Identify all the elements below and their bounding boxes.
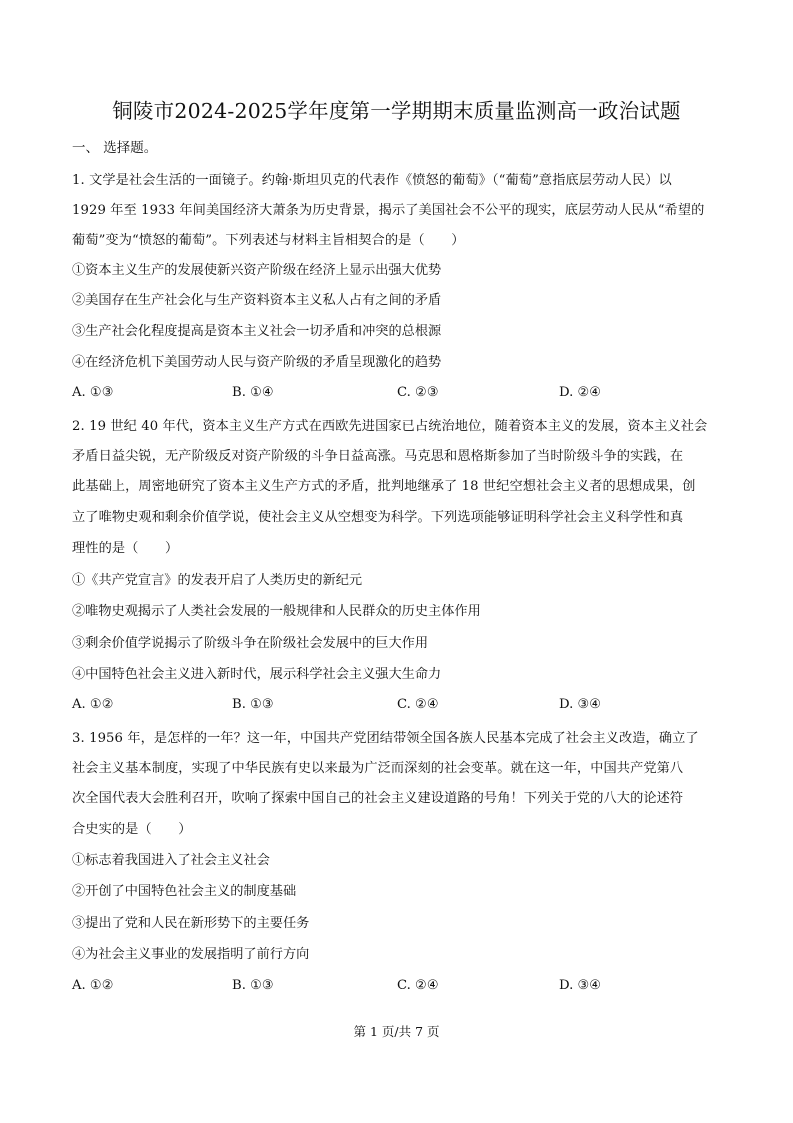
option-c[interactable]: C. ②④: [397, 978, 439, 993]
question-3-statement: ④为社会主义事业的发展指明了前行方向: [72, 947, 310, 962]
option-d[interactable]: D. ②④: [559, 385, 602, 400]
option-b[interactable]: B. ①④: [232, 385, 274, 400]
question-3-statement: ②开创了中国特色社会主义的制度基础: [72, 884, 297, 899]
question-3-stem-line: 次全国代表大会胜利召开，吹响了探索中国自己的社会主义建设道路的号角！下列关于党的八大的论述符: [72, 791, 684, 806]
question-1-stem-line: 1. 文学是社会生活的一面镜子。约翰·斯坦贝克的代表作《愤怒的葡萄》（“葡萄”意指底层劳动人民）以: [72, 173, 672, 188]
option-c[interactable]: C. ②③: [397, 385, 439, 400]
question-2-stem-line: 理性的是（ ）: [72, 541, 179, 556]
option-b[interactable]: B. ①③: [232, 697, 274, 712]
section-heading: 一、 选择题。: [72, 140, 158, 156]
option-c[interactable]: C. ②④: [397, 697, 439, 712]
question-2-statement: ①《共产党宣言》的发表开启了人类历史的新纪元: [72, 573, 363, 588]
question-3-statement: ③提出了党和人民在新形势下的主要任务: [72, 916, 310, 931]
question-1-statement: ④在经济危机下美国劳动人民与资产阶级的矛盾呈现激化的趋势: [72, 355, 442, 370]
question-3-options: [72, 978, 722, 998]
option-a[interactable]: A. ①③: [72, 385, 114, 400]
question-1-statement: ③生产社会化程度提高是资本主义社会一切矛盾和冲突的总根源: [72, 324, 442, 339]
question-3-stem-line: 社会主义基本制度，实现了中华民族有史以来最为广泛而深刻的社会变革。就在这一年，中国共产党第八: [72, 761, 684, 776]
option-a[interactable]: A. ①②: [72, 978, 114, 993]
question-1-options: [72, 385, 722, 405]
question-2-stem-line: 矛盾日益尖锐，无产阶级反对资产阶级的斗争日益高涨。马克思和恩格斯参加了当时阶级斗争的实践，在: [72, 449, 684, 464]
question-1-statement: ①资本主义生产的发展使新兴资产阶级在经济上显示出强大优势: [72, 263, 442, 278]
option-d[interactable]: D. ③④: [559, 978, 602, 993]
question-2-options: [72, 697, 722, 717]
question-2-stem-line: 2. 19 世纪 40 年代，资本主义生产方式在西欧先进国家已占统治地位，随着资本主义的发展，资本主义社会: [72, 419, 708, 434]
page-title: 铜陵市2024-2025学年度第一学期期末质量监测高一政治试题: [112, 99, 681, 123]
question-3-stem-line: 3. 1956 年，是怎样的一年？这一年，中国共产党团结带领全国各族人民基本完成了社会主义改造，确立了: [72, 731, 699, 746]
question-2-statement: ②唯物史观揭示了人类社会发展的一般规律和人民群众的历史主体作用: [72, 604, 481, 619]
option-a[interactable]: A. ①②: [72, 697, 114, 712]
question-3-stem-line: 合史实的是（ ）: [72, 822, 192, 837]
question-2-statement: ③剩余价值学说揭示了阶级斗争在阶级社会发展中的巨大作用: [72, 636, 429, 651]
page-footer: 第 1 页/共 7 页: [353, 1024, 440, 1039]
option-d[interactable]: D. ③④: [559, 697, 602, 712]
question-1-stem-line: 葡萄”变为“愤怒的葡萄”。下列表述与材料主旨相契合的是（ ）: [72, 233, 465, 248]
question-2-statement: ④中国特色社会主义进入新时代，展示科学社会主义强大生命力: [72, 667, 442, 682]
question-3-statement: ①标志着我国进入了社会主义社会: [72, 853, 270, 868]
question-1-statement: ②美国存在生产社会化与生产资料资本主义私人占有之间的矛盾: [72, 293, 442, 308]
question-1-stem-line: 1929 年至 1933 年间美国经济大萧条为历史背景，揭示了美国社会不公平的现实，底层劳动人民从“希望的: [72, 203, 705, 218]
option-b[interactable]: B. ①③: [232, 978, 274, 993]
question-2-stem-line: 立了唯物史观和剩余价值学说，使社会主义从空想变为科学。下列选项能够证明科学社会主义科学性和真: [72, 510, 684, 525]
question-2-stem-line: 此基础上，周密地研究了资本主义生产方式的矛盾，批判地继承了 18 世纪空想社会主义者的思想成果，创: [72, 479, 696, 494]
